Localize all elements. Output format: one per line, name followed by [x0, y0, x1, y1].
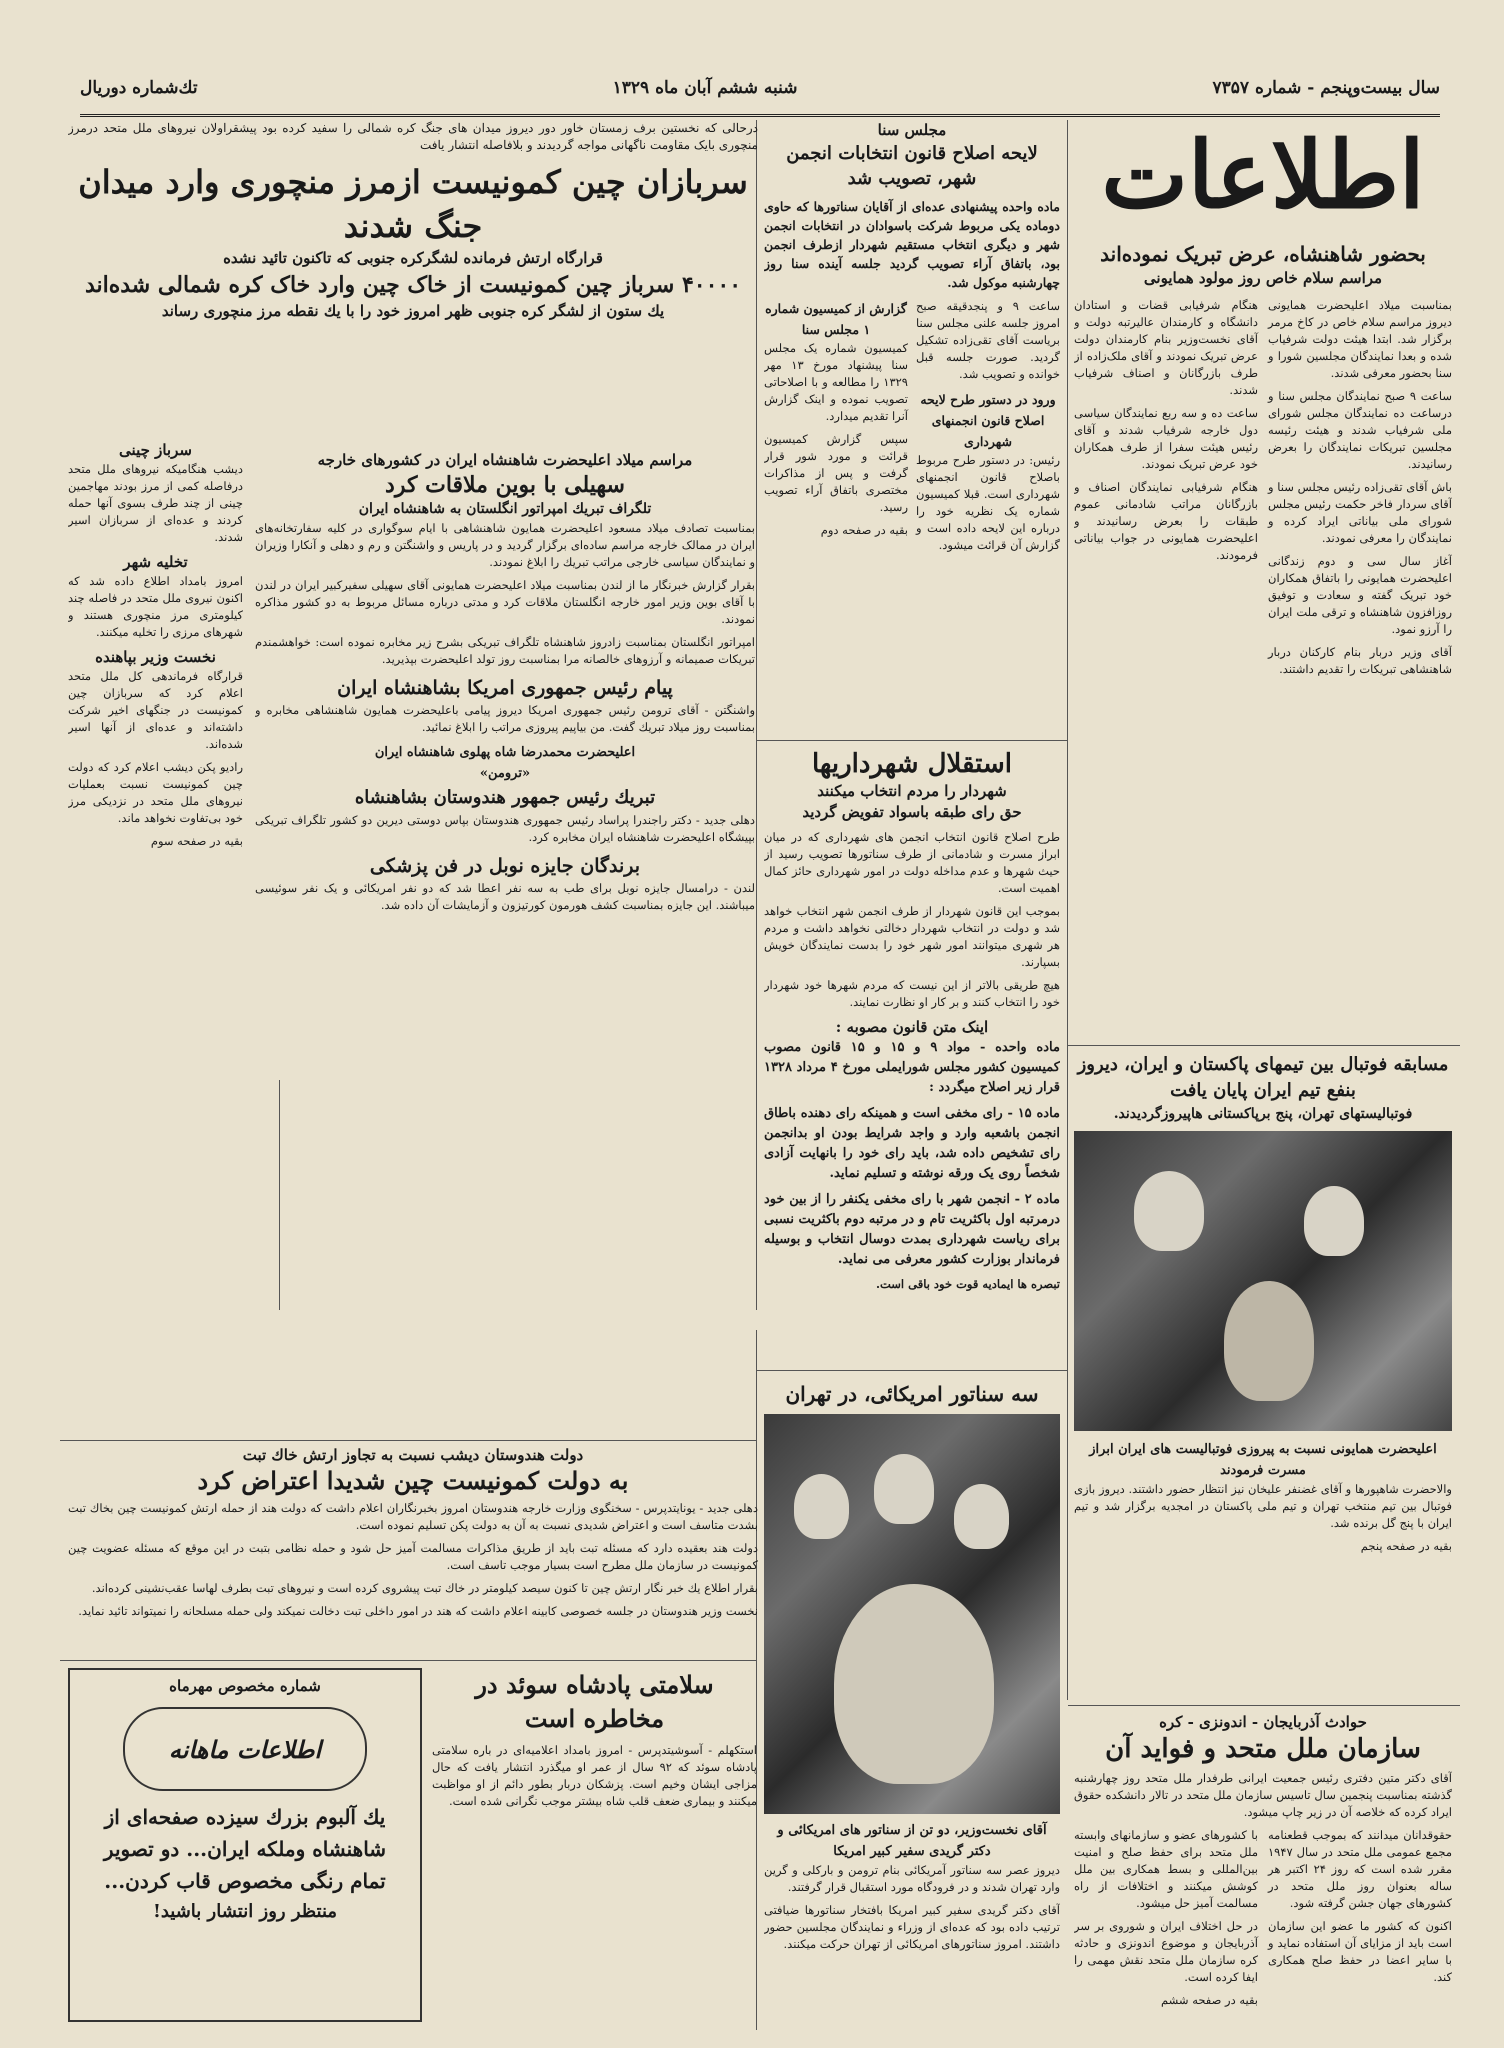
football-title: مسابقه فوتبال بین تیمهای پاکستان و ایران، دیروز بنفع تیم ایران پایان یافت — [1077, 1054, 1449, 1101]
sweden-title: سلامتی پادشاه سوئد در مخاطره است — [475, 1670, 714, 1733]
ad-line: تمام رنگی مخصوص قاب کردن... — [104, 1869, 386, 1893]
senate-sub: گزارش از کمیسیون شماره ۱ مجلس سنا — [765, 301, 907, 337]
signature: «ترومن» — [479, 766, 531, 781]
china-side-body: قرارگاه فرماندهی کل ملل متحد اعلام کرد که سربازان چین کمونیست در جنگهای اخیر شرکت داشته‌اند و عده‌ای از آنها اسیر شده‌اند. — [68, 669, 243, 751]
mayor-body: هیچ طریقی بالاتر از این نیست که مردم شهرها خود شهردار خود را انتخاب کنند و بر کار او نظارت نمایند. — [764, 977, 1060, 1009]
law-title: اینک متن قانون مصوبه : — [835, 1017, 989, 1036]
divider — [757, 740, 1068, 741]
ad-logo: اطلاعات ماهانه — [123, 1707, 367, 1791]
ad-line: شاهنشاه وملکه ایران... دو تصویر — [103, 1837, 387, 1861]
birthday-article — [255, 450, 755, 1435]
divider — [1067, 120, 1068, 1700]
football-continued: بقیه در صفحه پنجم — [1360, 1539, 1452, 1553]
shah-title: بحضور شاهنشاه، عرض تبریک نموده‌اند — [1100, 242, 1426, 266]
senators-body: آقای دکتر گریدی سفیر کبیر امریکا بافتخار سناتورها ضیافتی ترتیب داده بود که عده‌ای از وزراء و نمایندگان مجلسین حضور داشتند. امروز سناتورهای امریکائی از تهران حرکت میکنند. — [764, 1903, 1060, 1951]
india-message-title: تبریك رئیس جمهور هندوستان بشاهنشاه — [354, 787, 656, 808]
divider — [60, 1440, 757, 1441]
india-article — [68, 1445, 758, 1655]
china-sub: یك ستون از لشگر کره جنوبی ظهر امروز خود را با یك نقطه مرز منچوری رساند — [161, 302, 665, 320]
magazine-ad — [68, 1668, 422, 2022]
divider — [1068, 1705, 1460, 1706]
senators-photo — [764, 1414, 1060, 1814]
shah-body: هنگام شرفیابی قضات و استادان دانشگاه و کارمندان عالیرتبه دولت و آقای نخست‌وزیر بنام کارمندان دولت عرض تبریک نمودند و آقای ملک‌زاده از طرف بازرگانان و اصناف شرفیاب شدند. — [1074, 298, 1258, 397]
divider — [60, 1660, 757, 1661]
birthday-kicker: مراسم میلاد اعلیحضرت شاهنشاه ایران در کشورهای خارجه — [317, 451, 693, 469]
india-message-body: دهلی جدید - دکتر راجندرا پراساد رئیس جمهوری هندوستان بپاس دوستی دیرین دو کشور تلگراف تبریکی بپیشگاه اعلیحضرت شاهنشاه ایران مخابره کرد. — [255, 813, 755, 844]
china-side-heading: نخست وزیر بپاهنده — [95, 648, 216, 666]
shah-body: باش آقای تقی‌زاده رئیس مجلس سنا و آقای سردار فاخر حکمت رئیس مجلس شورای ملی بیاناتی ایراد کرده و نمایندگان را معرفی نمودند. — [1268, 480, 1452, 545]
football-subtitle: فوتبالیستهای تهران، پنج برپاکستانی هاپیروزگردیدند. — [1113, 1106, 1413, 1122]
shah-body: هنگام شرفیابی نمایندگان اصناف و بازرگانان مراتب شادمانی عموم طبقات را بعرض رسانیدند و اعلیحضرت همایونی در جواب بیاناتی فرمودند. — [1074, 480, 1258, 562]
football-photo — [1074, 1131, 1452, 1431]
ad-line: یك آلبوم بزرك سیزده صفحه‌ای از — [104, 1805, 386, 1829]
china-title: سربازان چین کمونیست ازمرز منچوری وارد میدان جنگ شدند — [78, 163, 748, 245]
india-body: دهلی جدید - یونایتدپرس - سخنگوی وزارت خارجه هندوستان امروز بخبرنگاران اعلام داشت که دولت هند از حمله ارتش کمونیست چین بخاك تبت بشدت متاسف است و اعتراض شدیدی نسبت به آن به دولت پکن تسلیم نموده است. — [68, 1501, 758, 1532]
un-continued: بقیه در صفحه ششم — [1160, 1992, 1258, 2007]
china-side-column — [68, 440, 243, 1430]
china-sub: قرارگاه ارتش فرمانده لشگرکره جنوبی که تاکنون تائید نشده — [223, 249, 603, 267]
senate-body: ساعت ۹ و پنجدقیقه صبح امروز جلسه علنی مجلس سنا بریاست آقای تقی‌زاده تشکیل گردید. صورت جلسه قبل خوانده و تصویب شد. — [916, 299, 1060, 381]
senate-body: سپس گزارش کمیسیون قرائت و مورد شور قرار گرفت و پس از مذاکرات مختصری باتفاق آراء تصویب رسید. — [764, 432, 908, 514]
issue-price: تك‌شماره دوریال — [80, 78, 198, 98]
issue-date: شنبه ششم آبان ماه ۱۳۲۹ — [612, 78, 798, 98]
india-title: به دولت کمونیست چین شدیدا اعتراض کرد — [197, 1466, 629, 1495]
law-article: ماده ۱۵ - رای مخفی است و همینکه رای دهنده باطاق انجمن باشعبه وارد و واجد شرایط بودن او بدانجمن رای تشخیص داده شد، باید رای خود را بانهایت آزادی شخصاً روی یک ورقه نوشته و تسلیم نماید. — [764, 1105, 1060, 1181]
senators-title: سه سناتور امریکائی، در تهران — [785, 1382, 1039, 1406]
senate-body: رئیس: در دستور طرح مربوط باصلاح قانون انجمنهای شهرداری است. قبلا کمیسیون شماره یک نظریه خود را درباره این لایحه داده است و گزارش آن قرائت میشود. — [916, 453, 1060, 552]
un-body: اکنون که کشور ما عضو این سازمان است باید از مزایای آن استفاده نماید و با سایر اعضا در حفظ صلح همکاری کند. — [1268, 1918, 1452, 1984]
shah-body: بمناسبت میلاد اعلیحضرت همایونی دیروز مراسم سلام خاص در کاخ مرمر برگزار شد. ابتدا هیئت دولت شرفیاب شده و بعدا نمایندگان مجلسین شورا و سنا بحضور معرفی شدند. — [1268, 298, 1452, 380]
shah-subtitle: مراسم سلام خاص روز مولود همایونی — [1143, 269, 1383, 287]
senate-lead: ماده واحده پیشنهادی عده‌ای از آقایان سناتورها که حاوی دوماده یکی مربوط شرکت باسوادان در انتخابات انجمن شهر و دیگری انتخاب مستقیم شهردار ازطرف انجمن بود، باتفاق آراء تصویب گردید جلسه آینده سنا روز چهارشنبه موکول شد. — [764, 199, 1060, 290]
ad-head: شماره مخصوص مهرماه — [169, 1677, 321, 1695]
football-article — [1074, 1052, 1452, 1702]
senate-body: کمیسیون شماره یک مجلس سنا پیشنهاد مورخ ۱۳ مهر ۱۳۲۹ را مطالعه و با اصلاحاتی تصویب نموده و اینک گزارش آنرا تقدیم میدارد. — [764, 341, 908, 423]
china-sub-big: ۴۰۰۰۰ سرباز چین کمونیست از خاک چین وارد خاک کره شمالی شده‌اند — [84, 272, 742, 298]
newspaper-page — [60, 40, 1460, 2030]
shah-body: آغاز سال سی و دوم زندگانی اعلیحضرت همایونی را باتفاق همکاران خود تبریک گفته و سعادت و توفیق روزافزون شاهنشاه و ترقی ملت ایران را آرزو نمود. — [1268, 554, 1452, 636]
senate-sub: ورود در دستور طرح لایحه اصلاح قانون انجمنهای شهرداری — [920, 392, 1056, 449]
senate-title: لایحه اصلاح قانون انتخابات انجمن شهر، تصویب شد — [786, 143, 1038, 189]
mayor-body: بموجب این قانون شهردار از طرف انجمن شهر انتخاب خواهد شد و دولت در انتخاب شهردار دخالتی نخواهد داشت و مردم هر شهری میتوانند امور شهر خود را بدست نمایندگان خویش بسپارند. — [764, 903, 1060, 969]
china-side-body: امروز بامداد اطلاع داده شد که اکنون نیروی ملل متحد در فاصله چند کیلومتری مرز منچوری هستند و شهرهای مرزی را تخلیه میکنند. — [68, 574, 243, 639]
nobel-body: لندن - درامسال جایزه نوبل برای طب به سه نفر اعطا شد که دو نفر امریکائی و یک نفر سوئیسی میباشند. این جایزه بمناسبت کشف هورمون کورتیزون و آزمایشات آن داده شد. — [255, 881, 755, 912]
divider — [1068, 1045, 1460, 1046]
un-article — [1074, 1712, 1452, 2030]
sweden-body: استکهلم - آسوشیتدپرس - امروز بامداد اعلامیه‌ای در باره سلامتی پادشاه سوئد که ۹۲ سال از عمر او میگذرد انتشار یافت که حال مزاجی ایشان وخیم است. پزشکان دربار بطور دائم از او مواظبت میکنند و بیماری ضعف قلب شاه بیشتر موجب نگرانی شده است. — [432, 1743, 757, 1808]
senate-continued: بقیه در صفحه دوم — [820, 523, 908, 537]
un-kicker: حوادث آذربایجان - اندونزی - کره — [1159, 1713, 1367, 1731]
birthday-body: بقرار گزارش خبرنگار ما از لندن بمناسبت میلاد اعلیحضرت همایونی آقای سهیلی سفیرکبیر ایران در لندن با آقای بوین وزیر امور خارجه انگلستان ملاقات کرد و مدتی درباره مسائل مربوط به دو کشور مذاکره نمودند. — [255, 578, 755, 626]
us-message-title: پیام رئیس جمهوری امریکا بشاهنشاه ایران — [337, 677, 673, 699]
china-lead: درحالی که نخستین برف زمستان خاور دور دیروز میدان های جنگ کره شمالی را سفید کرده بود پیشقراولان نیروهای ملل متحد درمرز منچوری بایک مقاومت ناگهانی مواجه گردیدند و بلافاصله انتشار یافت — [68, 121, 758, 152]
shah-body: آقای وزیر دربار بنام کارکنان دربار شاهنشاهی تبریکات را تقدیم داشتند. — [1268, 645, 1452, 676]
nobel-title: برندگان جایزه نوبل در فن پزشکی — [369, 855, 641, 877]
senators-body: دیروز عصر سه سناتور آمریکائی بنام ترومن و بارکلی و گرین وارد تهران شدند و در فرودگاه مورد استقبال قرار گرفتند. — [764, 1863, 1060, 1894]
india-body: دولت هند بعقیده دارد که مسئله تبت باید از طریق مذاکرات مسالمت آمیز حل شود و حمله نظامی بتبت در این موقع که مسئله عضویت چین کمونیست در سازمان ملل مطرح است بسیار موجب تاسف است. — [68, 1541, 758, 1572]
masthead-area — [1074, 120, 1452, 230]
football-caption: اعلیحضرت همایونی نسبت به پیروزی فوتبالیست های ایران ابراز مسرت فرمودند — [1089, 1442, 1437, 1478]
law-article: ماده ۲ - انجمن شهر با رای مخفی یکنفر را از بین خود درمرتبه اول باکثریت تام و در مرتبه دوم باکثریت نسبی برای ریاست شهرداری بمدت دوسال انتخاب و بوسیله فرماندار بوزارت کشور معرفی می نماید. — [764, 1191, 1060, 1267]
shah-article — [1074, 240, 1452, 1040]
birthday-body: امپراتور انگلستان بمناسبت زادروز شاهنشاه تلگراف تبریکی بشرح زیر مخابره نموده است: خواهشمندم تبریکات صمیمانه و آرزوهای خالصانه مرا بمناسبت روز تولد اعلیحضرت بپذیرید. — [255, 635, 755, 666]
china-side-heading: سرباز چینی — [119, 441, 192, 459]
senate-kicker: مجلس سنا — [877, 121, 947, 139]
china-side-body: دیشب هنگامیکه نیروهای ملل متحد درفاصله کمی از مرز بودند مهاجمین چینی از چند طرف بسوی آنها حمله کردند و عده‌ای از سربازان اسیر شدند. — [68, 462, 243, 544]
un-body: در حل اختلاف ایران و شوروی بر سر آذربایجان و موضوع اندونزی و حادثه کره سازمان ملل متحد نقش مهمی را ایفا کرده است. — [1074, 1918, 1258, 1984]
senate-article — [764, 120, 1060, 735]
law-note: تبصره ها ایمادیه قوت خود باقی است. — [876, 1276, 1060, 1291]
sweden-article — [432, 1668, 757, 2028]
signature-line: اعلیحضرت محمدرضا شاه پهلوی شاهنشاه ایران — [374, 745, 636, 760]
china-side-heading: تخلیه شهر — [123, 553, 188, 571]
china-side-body: رادیو پکن دیشب اعلام کرد که دولت چین کمونیست نسبت بعملیات نیروهای ملل متحد در نزدیکی مرز خود بی‌تفاوت نخواهد ماند. — [68, 760, 243, 825]
india-body: نخست وزیر هندوستان در جلسه خصوصی کابینه اعلام داشت که هند در امور داخلی تبت دخالت نمیکند ولی حمله مسلحانه را نمیتواند تائید نماید. — [78, 1604, 758, 1618]
un-body: با کشورهای عضو و سازمانهای وابسته ملل متحد برای حفظ صلح و امنیت بین‌المللی و بسط همکاری بین ملل کوشش میکنند و اختلافات از راه مسالمت آمیز حل میشود. — [1074, 1827, 1258, 1910]
telegram-title: تلگراف تبریك امپراتور انگلستان به شاهنشاه ایران — [358, 501, 652, 517]
shah-body: ساعت ده و سه ربع نمایندگان سیاسی دول خارجه شرفیاب شدند و آقای رئیس هیئت سفرا از طرف همکاران خود عرض تبریک نمودند. — [1074, 406, 1258, 471]
mayor-subtitle: شهردار را مردم انتخاب میکنند — [817, 781, 1007, 800]
birthday-title: سهیلی با بوین ملاقات کرد — [385, 472, 625, 498]
header-bar — [80, 62, 1440, 117]
divider — [757, 1370, 1068, 1371]
football-body: والاحضرت شاهپورها و آقای غضنفر علیخان نیز انتظار حضور داشتند. دیروز بازی فوتبال بین تیم منتخب تهران و تیم ملی پاکستان در امجدیه برگزار شد و تیم ایران با پنج گل برنده شد. — [1074, 1482, 1452, 1530]
shah-body: ساعت ۹ صبح نمایندگان مجلس سنا و درساعت ده نمایندگان مجلس شورای ملی شرفیاب شدند و هیئت رئیسه مجلسین تبریکات نمایندگان را بعرض رسانیدند. — [1268, 389, 1452, 471]
china-continued: بقیه در صفحه سوم — [150, 834, 243, 848]
india-kicker: دولت هندوستان دیشب نسبت به تجاوز ارتش خاك تبت — [242, 1446, 584, 1464]
mayor-article — [764, 748, 1060, 1364]
masthead: اطلاعات — [1101, 121, 1425, 229]
issue-number: سال بیست‌و‌پنجم - شماره ۷۳۵۷ — [1212, 78, 1440, 98]
india-body: بقرار اطلاع یك خبر نگار ارتش چین تا کنون سیصد کیلومتر در خاك تبت پیشروی کرده است و نیروهای تبت بطرف لهاسا عقب‌نشینی کرده‌اند. — [91, 1581, 758, 1595]
china-headline — [68, 120, 758, 440]
un-body: آقای دکتر متین دفتری رئیس جمعیت ایرانی طرفدار ملل متحد روز چهارشنبه گذشته بمناسبت پنجمین سال تاسیس سازمان ملل متحد در تالار دانشکده حقوق ایراد کرده که خلاصه آن در زیر چاپ میشود. — [1074, 1770, 1452, 1819]
ad-line: منتظر روز انتشار باشید! — [152, 1901, 338, 1922]
us-message-body: واشنگتن - آقای ترومن رئیس جمهوری امریکا دیروز پیامی باعلیحضرت همایون شاهنشاهی مخابره و بمناسبت روز میلاد تبریك گفت. من بیاپیم پیروزی مراتب را ابلاغ نمائید. — [255, 703, 755, 734]
mayor-title: استقلال شهرداریها — [811, 749, 1013, 779]
birthday-body: بمناسبت تصادف میلاد مسعود اعلیحضرت همایون شاهنشاهی با ایام سوگواری در کلیه سفارتخانه‌های ایران در ممالک خارجه مراسم ساده‌ای برگزار گردید و در پاریس و واشنگتن و رم و دهلی و آنکارا وزیران و نمایندگان سیاسی خارجی مراتب تبریك را ابلاغ نمودند. — [255, 521, 755, 569]
senators-article — [764, 1380, 1060, 2030]
un-title: سازمان ملل متحد و فواید آن — [1105, 1734, 1421, 1764]
law-lead: ماده واحده - مواد ۹ و ۱۵ و ۱۵ قانون مصوب کمیسیون کشور مجلس شورایملی مورخ ۴ مرداد ۱۳۲۸ قرار زیر اصلاح میگردد : — [764, 1039, 1060, 1095]
senators-caption: آقای نخست‌وزیر، دو تن از سناتور های امریکائی و دکتر گریدی سفیر کبیر امریکا — [777, 1823, 1047, 1859]
mayor-body: طرح اصلاح قانون انتخاب انجمن های شهرداری که در میان ابراز مسرت و شادمانی از طرف سناتورها تصویب رسید از حیث شهرها و عدم مداخله دولت در امور شهرداری حائز کمال اهمیت است. — [764, 829, 1060, 895]
un-body: حقوقدانان میدانند که بموجب قطعنامه مجمع عمومی ملل متحد در سال ۱۹۴۷ مقرر شده است که روز ۲۴ اکتبر هر ساله بعنوان روز ملل متحد در کشورهای جهان جشن گرفته شود. — [1268, 1827, 1452, 1910]
mayor-subtitle-2: حق رای طبقه باسواد تفویض گردید — [802, 802, 1022, 821]
